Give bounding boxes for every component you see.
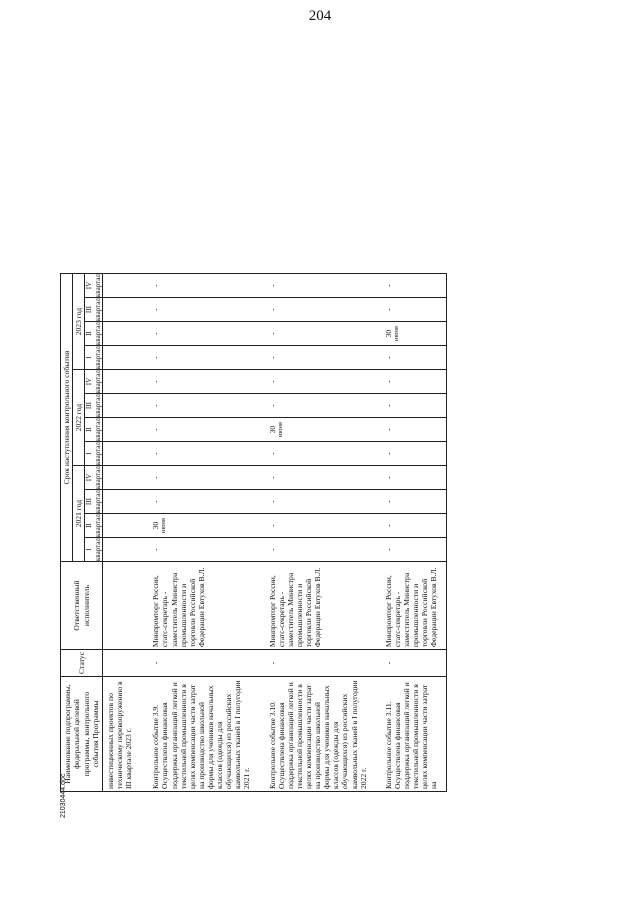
landscape-page: [60, 40, 565, 820]
status-cell: [103, 650, 144, 677]
header-year-2022: 2022 год: [73, 370, 85, 466]
quarter-header: [85, 538, 103, 562]
deadline-month: июня: [160, 518, 168, 534]
quarter-cell: [103, 394, 144, 418]
table-row: [103, 274, 144, 792]
quarter-cell: -: [143, 346, 259, 370]
status-cell: -: [260, 650, 376, 677]
quarter-header: [85, 298, 103, 322]
quarter-cell: -: [376, 514, 447, 538]
quarter-cell: -: [376, 298, 447, 322]
quarter-header: [85, 370, 103, 394]
quarter-numeral: I: [85, 452, 94, 455]
deadline-day: 30: [151, 521, 161, 530]
quarter-cell: -: [143, 394, 259, 418]
quarter-cell: -: [376, 490, 447, 514]
quarter-cell: -: [376, 418, 447, 442]
quarter-cell: -: [376, 394, 447, 418]
deadline-month: июня: [276, 422, 284, 438]
quarter-cell: -: [143, 370, 259, 394]
quarter-header: [85, 514, 103, 538]
quarter-cell: [103, 442, 144, 466]
quarter-cell: -: [143, 466, 259, 490]
status-cell: -: [376, 650, 447, 677]
event-name-cell: Контрольное событие 3.11. Осуществлена финансовая поддержка организаций легкой и текстильной промышленности в целях компенсации части затрат на: [376, 677, 447, 792]
quarter-numeral: III: [85, 498, 94, 506]
table-row: [260, 274, 376, 792]
quarter-word: квартал: [93, 418, 102, 442]
quarter-cell: [103, 538, 144, 562]
quarter-header: [85, 490, 103, 514]
quarter-cell: -: [376, 346, 447, 370]
quarter-header: [85, 346, 103, 370]
quarter-header: [85, 418, 103, 442]
header-name: Наименование подпрограммы, федеральной целевой программы, контрольного события Программы: [61, 677, 103, 792]
event-name-cell: инвестиционных проектов по техническому перевооружению в III квартале 2023 г.: [103, 677, 144, 792]
quarter-header: [85, 442, 103, 466]
quarter-header: [85, 394, 103, 418]
event-name-cell: Контрольное событие 3.10. Осуществлена финансовая поддержка организаций легкой и текстильной промышленности в целях компенсации части затрат на производство школьной формы для учеников начальных классов (одежды для обучающихся) из российских камвольных тканей в I полугодии 2022 г.: [260, 677, 376, 792]
quarter-cell: -: [260, 466, 376, 490]
deadline-day: 30: [383, 329, 393, 338]
quarter-cell: -: [376, 274, 447, 298]
quarter-cell: -: [376, 442, 447, 466]
quarter-cell: [376, 322, 447, 346]
quarter-word: квартал: [93, 394, 102, 418]
status-cell: -: [143, 650, 259, 677]
quarter-cell: -: [260, 346, 376, 370]
quarter-numeral: II: [85, 427, 94, 432]
quarter-cell: -: [143, 538, 259, 562]
quarter-cell: -: [143, 322, 259, 346]
quarter-cell: -: [260, 322, 376, 346]
quarter-numeral: IV: [85, 377, 94, 386]
quarter-numeral: III: [85, 306, 94, 314]
quarter-cell: -: [260, 538, 376, 562]
quarter-cell: [103, 346, 144, 370]
quarter-cell: -: [260, 370, 376, 394]
responsible-cell: Минпромторг России, статс-секретарь - заместитель Министра промышленности и торговли Российской Федерации Евтухов В.Л.: [143, 562, 259, 650]
control-events-table: [60, 273, 447, 792]
rotated-sheet: [60, 40, 565, 820]
quarter-word: квартал: [93, 322, 102, 346]
quarter-cell: [103, 418, 144, 442]
header-status: Статус: [61, 650, 103, 677]
quarter-numeral: I: [85, 356, 94, 359]
quarter-word: квартал: [93, 442, 102, 466]
quarter-cell: [143, 514, 259, 538]
responsible-cell: Минпромторг России, статс-секретарь - заместитель Министра промышленности и торговли Российской Федерации Евтухов В.Л.: [376, 562, 447, 650]
responsible-cell: Минпромторг России, статс-секретарь - заместитель Министра промышленности и торговли Российской Федерации Евтухов В.Л.: [260, 562, 376, 650]
quarter-word: квартал: [93, 346, 102, 370]
quarter-header: [85, 274, 103, 298]
quarter-numeral: III: [85, 402, 94, 410]
file-name-footer: 21030444.doc: [60, 773, 67, 818]
quarter-numeral: I: [85, 548, 94, 551]
quarter-cell: -: [376, 370, 447, 394]
quarter-cell: -: [260, 490, 376, 514]
quarter-cell: -: [260, 274, 376, 298]
page-number: 204: [308, 8, 332, 24]
deadline-month: июня: [392, 326, 400, 342]
quarter-word: квартал: [93, 538, 102, 562]
event-name-cell: Контрольное событие 3.9. Осуществлена финансовая поддержка организаций легкой и текстильной промышленности в целях компенсации части затрат на производство школьной формы для учеников начальных классов (одежды для обучающихся) из российских камвольных тканей в I полугодии 2021 г.: [143, 677, 259, 792]
responsible-cell: [103, 562, 144, 650]
header-responsible: Ответственный исполнитель: [61, 562, 103, 650]
table-header: [61, 274, 103, 792]
quarter-cell: [103, 370, 144, 394]
quarter-numeral: IV: [85, 473, 94, 482]
quarter-word: квартал: [93, 490, 102, 514]
quarter-word: квартал: [93, 370, 102, 394]
quarter-cell: [103, 466, 144, 490]
table-body: [103, 274, 447, 792]
quarter-numeral: IV: [85, 281, 94, 290]
quarter-cell: -: [143, 418, 259, 442]
quarter-cell: -: [260, 298, 376, 322]
quarter-cell: -: [260, 514, 376, 538]
quarter-numeral: II: [85, 523, 94, 528]
quarter-word: квартал: [93, 514, 102, 538]
header-deadline: Срок наступления контрольного события: [61, 274, 73, 562]
quarter-word: квартал: [93, 274, 102, 298]
quarter-word: квартал: [93, 298, 102, 322]
quarter-cell: [103, 322, 144, 346]
table-row: [376, 274, 447, 792]
quarter-header: [85, 466, 103, 490]
quarter-cell: [103, 514, 144, 538]
quarter-cell: -: [260, 442, 376, 466]
quarter-header: [85, 322, 103, 346]
header-year-2021: 2021 год: [73, 466, 85, 562]
quarter-cell: [103, 490, 144, 514]
quarter-cell: [103, 298, 144, 322]
table-row: [143, 274, 259, 792]
quarter-cell: -: [376, 466, 447, 490]
quarter-cell: [260, 418, 376, 442]
quarter-cell: -: [260, 394, 376, 418]
quarter-cell: -: [143, 298, 259, 322]
quarter-cell: -: [143, 442, 259, 466]
quarter-cell: -: [143, 490, 259, 514]
deadline-day: 30: [267, 425, 277, 434]
quarter-word: квартал: [93, 466, 102, 490]
quarter-cell: -: [376, 538, 447, 562]
header-year-2023: 2023 год: [73, 274, 85, 370]
quarter-numeral: II: [85, 331, 94, 336]
quarter-cell: [103, 274, 144, 298]
quarter-cell: -: [143, 274, 259, 298]
